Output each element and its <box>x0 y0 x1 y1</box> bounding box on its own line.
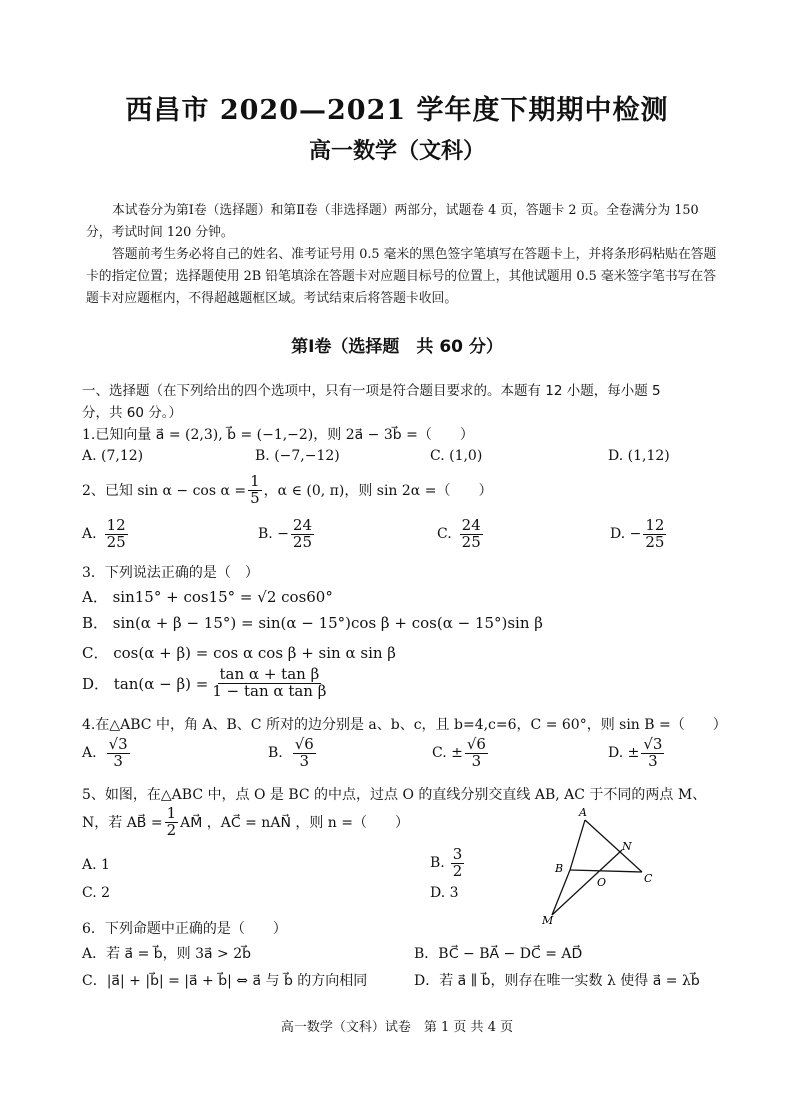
q5-stem-line-2-pre: N，若 AB⃗ = <box>82 815 163 832</box>
q4-option-d-num: √3 <box>643 735 663 753</box>
q5-option-b-label: B. <box>430 855 445 872</box>
q2-option-d-label: D. − <box>610 526 642 543</box>
q4-option-a-den: 3 <box>113 751 123 770</box>
q5-option-b-den: 2 <box>452 861 463 880</box>
q4-option-b-den: 3 <box>299 751 310 770</box>
q2-option-b-label: B. − <box>258 526 289 543</box>
page-subtitle: 高一数学（文科） <box>308 138 485 164</box>
q3-option-d-den: 1 − tan α tan β <box>212 681 327 700</box>
q2-option-a-den: 25 <box>106 532 126 551</box>
q2-option-c-num: 24 <box>461 516 481 534</box>
q5-stem-frac-num: 1 <box>166 804 177 822</box>
q2-stem-fraction <box>248 474 262 507</box>
q4-option-c <box>432 737 490 770</box>
q5-stem-frac-den: 2 <box>166 820 177 839</box>
fig-label-c: C <box>644 872 653 885</box>
q4-option-d <box>608 737 666 770</box>
fig-label-o: O <box>597 876 607 889</box>
q4-option-a-label: A. <box>82 745 97 762</box>
q2-stem <box>82 474 492 507</box>
q4-stem: 4.在△ABC 中，角 A、B、C 所对的边分别是 a、b、c，且 b=4,c=6，C = 60°，则 sin B =（ ） <box>82 717 727 733</box>
q5-triangle-figure <box>530 800 670 930</box>
q5-stem-line-2-post: AM⃗ ，AC⃗ = nAN⃗ ，则 n =（ ） <box>180 815 410 832</box>
segment-bm <box>552 870 570 915</box>
segment-ab <box>570 820 585 870</box>
q2-option-d <box>610 518 668 551</box>
q4-option-c-label: C. ± <box>432 745 463 762</box>
q5-option-b-num: 3 <box>452 845 463 863</box>
section-title: 第Ⅰ卷（选择题 共 60 分） <box>291 337 503 357</box>
q4-option-b <box>268 737 318 770</box>
q3-stem: 3．下列说法正确的是（ ） <box>82 565 259 581</box>
segment-bc <box>570 870 642 872</box>
q2-stem-pre: 2、已知 sin α − cos α = <box>82 483 247 500</box>
q2-option-d-den: 25 <box>645 532 665 551</box>
q2-option-c-den: 25 <box>461 532 481 551</box>
q3-option-c: C． cos(α + β) = cos α cos β + sin α sin β <box>82 644 396 662</box>
q3-option-d <box>82 667 330 700</box>
intro-paragraph-1: 本试卷分为第Ⅰ卷（选择题）和第Ⅱ卷（非选择题）两部分，试题卷 4 页，答题卡 2 页。全卷满分为 150 分，考试时间 120 分钟。 <box>86 203 699 240</box>
q4-option-c-num: √6 <box>466 735 486 753</box>
q6-stem: 6．下列命题中正确的是（ ） <box>82 921 287 937</box>
q5-stem-line-2 <box>82 806 409 839</box>
section-instructions-line-2: 分，共 60 分。） <box>82 405 183 421</box>
segment-mn <box>552 850 622 915</box>
q2-stem-post: ，α ∈ (0, π)，则 sin 2α =（ ） <box>263 483 493 500</box>
q6-option-a: A．若 a⃗ = b⃗，则 3a⃗ > 2b⃗ <box>82 946 252 962</box>
q2-stem-frac-num: 1 <box>250 472 260 490</box>
q2-option-b-den: 25 <box>292 532 313 551</box>
q6-option-b: B．BC⃗ − BA⃗ − DC⃗ = AD⃗ <box>414 946 583 962</box>
q4-option-b-num: √6 <box>294 735 314 753</box>
q2-option-c-label: C. <box>437 526 452 543</box>
q6-option-d: D．若 a⃗ ∥ b⃗，则存在唯一实数 λ 使得 a⃗ = λb⃗ <box>414 973 700 989</box>
q1-option-a: A. (7,12) <box>82 448 144 464</box>
q2-option-a-num: 12 <box>106 516 126 534</box>
q4-option-d-den: 3 <box>648 751 658 770</box>
intro-paragraph-2: 答题前考生务必将自己的姓名、准考证号用 0.5 毫米的黑色签字笔填写在答题卡上，并将条形码粘贴在答题卡的指定位置；选择题使用 2B 铅笔填涂在答题卡对应题目标号的位置上，其他试题用 0.5 毫米签字笔书写在答题卡对应题框内，不得超越题框区域。考试结束后将答题卡收回。 <box>86 247 717 306</box>
fig-label-a: A <box>579 806 587 819</box>
q3-option-d-label: D． tan(α − β) = <box>82 674 209 693</box>
q4-option-a-num: √3 <box>108 735 128 753</box>
q3-option-d-num: tan α + tan β <box>219 665 320 683</box>
q1-stem: 1.已知向量 a⃗ = (2,3), b⃗ = (−1,−2)，则 2a⃗ − 3b⃗ =（ ） <box>82 427 474 443</box>
q4-option-c-den: 3 <box>471 751 482 770</box>
page-title: 西昌市 2020—2021 学年度下期期中检测 <box>125 95 669 126</box>
q5-option-a: A. 1 <box>82 857 110 873</box>
fig-label-n: N <box>622 840 632 853</box>
page-footer: 高一数学（文科）试卷 第 1 页 共 4 页 <box>280 1020 514 1035</box>
q5-stem-line-1: 5、如图，在△ABC 中，点 O 是 BC 的中点，过点 O 的直线分别交直线 AB, AC 于不同的两点 M、 <box>82 787 707 803</box>
q5-option-b <box>430 847 466 880</box>
q2-stem-frac-den: 5 <box>250 488 260 507</box>
q1-option-c: C. (1,0) <box>430 448 483 464</box>
q4-option-d-label: D. ± <box>608 745 640 762</box>
q3-option-b: B． sin(α + β − 15°) = sin(α − 15°)cos β + cos(α − 15°)sin β <box>82 614 543 632</box>
section-instructions-line-1: 一、选择题（在下列给出的四个选项中，只有一项是符合题目要求的。本题有 12 小题，每小题 5 <box>82 383 661 399</box>
q6-option-c: C．|a⃗| + |b⃗| = |a⃗ + b⃗| ⇔ a⃗ 与 b⃗ 的方向相同 <box>82 973 368 989</box>
q1-option-b: B. (−7,−12) <box>255 448 340 464</box>
q4-option-a <box>82 737 132 770</box>
q2-option-a <box>82 518 130 551</box>
q2-option-a-label: A. <box>82 526 97 543</box>
q2-option-c <box>437 518 485 551</box>
fig-label-m: M <box>542 914 554 927</box>
q5-option-c: C. 2 <box>82 885 111 901</box>
q1-option-d: D. (1,12) <box>608 448 670 464</box>
q2-option-b-num: 24 <box>292 516 313 534</box>
q2-option-b <box>258 518 316 551</box>
q5-option-d: D. 3 <box>430 885 459 901</box>
q2-option-d-num: 12 <box>645 516 665 534</box>
fig-label-b: B <box>555 862 564 875</box>
segment-ac <box>585 820 642 872</box>
q3-option-a: A． sin15° + cos15° = √2 cos60° <box>82 588 333 606</box>
q4-option-b-label: B. <box>268 745 283 762</box>
